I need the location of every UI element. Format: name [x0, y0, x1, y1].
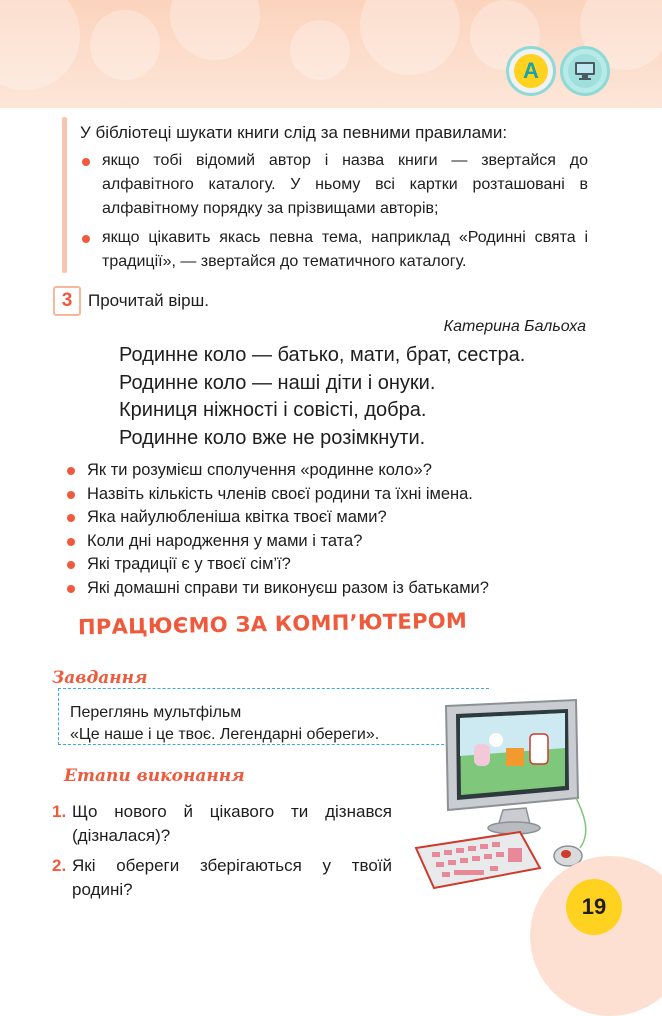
- poem-line: Криниця ніжності і совісті, добра.: [119, 399, 427, 421]
- rules-list: [80, 149, 588, 279]
- task-line: «Це наше і це твоє. Легендарні обереги».: [70, 726, 380, 743]
- list-item: Яка найулюбленіша квітка твоєї мами?: [65, 506, 605, 530]
- bullet-icon: [67, 561, 75, 569]
- list-item: Які традиції є у твоєї сім’ї?: [65, 553, 605, 577]
- steps-heading: Етапи виконання: [64, 766, 245, 786]
- bullet-icon: [67, 585, 75, 593]
- task-line: Переглянь мультфільм: [70, 704, 242, 721]
- list-item: Коли дні народження у мами і тата?: [65, 530, 605, 554]
- task-instruction: Прочитай вірш.: [88, 291, 210, 310]
- list-item: якщо тобі відомий автор і назва книги — звертайся до алфавітного каталогу. У ньому всі картки розташовані в алфавітному порядку за прізвищами авторів;: [80, 149, 588, 221]
- list-item: 1. Що нового й цікавого ти дізнався (дізналася)?: [52, 802, 392, 845]
- list-item: якщо цікавить якась певна тема, наприклад «Родинні свята і традиції», — звертайся до тематичного каталогу.: [80, 226, 588, 274]
- bullet-icon: [67, 514, 75, 522]
- questions-list: [65, 459, 605, 601]
- list-item: Які домашні справи ти виконуєш разом із батьками?: [65, 577, 605, 601]
- poem-line: Родинне коло — батько, мати, брат, сестра.: [119, 344, 526, 366]
- bullet-icon: [82, 235, 90, 243]
- bullet-icon: [67, 467, 75, 475]
- task-heading: Завдання: [52, 668, 148, 688]
- list-item: 2. Які обереги зберігаються у твоїй родині?: [52, 856, 392, 899]
- poem-line: Родинне коло — наші діти і онуки.: [119, 371, 436, 394]
- steps-list: [52, 800, 392, 908]
- poem-author: Катерина Бальоха: [443, 318, 586, 335]
- section-title: ПРАЦЮЄМО ЗА КОМП’ЮТЕРОМ: [77, 608, 468, 640]
- poem-line: Родинне коло вже не розімкнути.: [119, 426, 426, 449]
- task-number: 3: [53, 286, 81, 316]
- bullet-icon: [67, 491, 75, 499]
- computer-illustration-icon: [408, 698, 593, 898]
- badge-letter: А: [514, 54, 548, 88]
- list-item: Як ти розумієш сполучення «родинне коло»?: [65, 459, 605, 483]
- poem: [119, 342, 525, 452]
- bullet-icon: [67, 538, 75, 546]
- library-rules-box: [62, 117, 592, 277]
- page-number: 19: [566, 879, 622, 935]
- rules-accent-bar: [62, 117, 67, 273]
- list-item: Назвіть кількість членів своєї родини та їхні імена.: [65, 483, 605, 507]
- rules-intro: У бібліотеці шукати книги слід за певними правилами:: [80, 123, 508, 142]
- bullet-icon: [82, 158, 90, 166]
- header-band: [0, 0, 662, 108]
- computer-screen-icon: [560, 46, 610, 96]
- letter-a-icon: [506, 46, 556, 96]
